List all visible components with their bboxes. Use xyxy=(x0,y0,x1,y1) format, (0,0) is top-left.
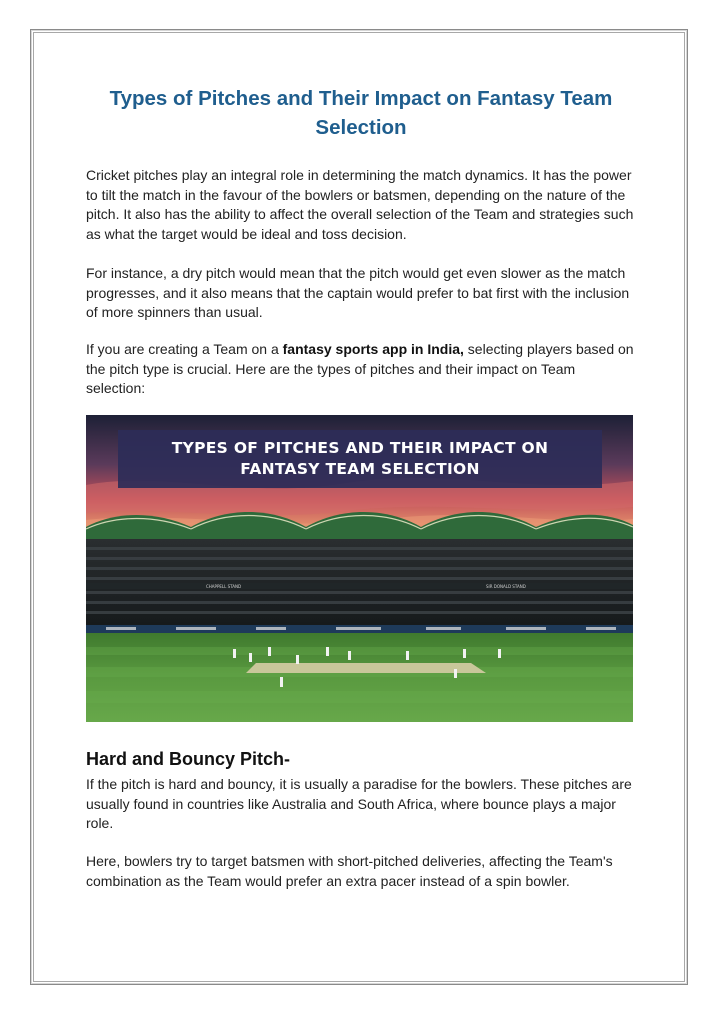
stand-sign-left: CHAPPELL STAND xyxy=(206,584,242,589)
app-paragraph xyxy=(86,340,634,399)
app-paragraph-before: If you are creating a Team on a xyxy=(86,341,283,357)
hard-pitch-paragraph-2: Here, bowlers try to target batsmen with short-pitched deliveries, affecting the Team's combination as the Team would prefer an extra pacer instead of a spin bowler. xyxy=(86,853,613,889)
board-logos xyxy=(106,627,616,630)
hero-banner xyxy=(118,430,602,488)
app-paragraph-after: selecting players based on the pitch type is crucial. Here are the types of pitches and their impact on Team selection: xyxy=(86,341,634,396)
stand-sign-band xyxy=(86,583,633,589)
document-content xyxy=(86,84,636,889)
dry-pitch-paragraph: For instance, a dry pitch would mean that the pitch would get even slower as the match progresses, and it also means that the captain would prefer to bat first with the inclusion of more spinners than usual. xyxy=(86,265,630,320)
app-paragraph-link-text: fantasy sports app in India, xyxy=(282,341,464,357)
document-title: Types of Pitches and Their Impact on Fantasy Team Selection xyxy=(109,87,613,139)
section-heading-hard-bouncy: Hard and Bouncy Pitch- xyxy=(86,749,291,769)
hero-banner-line-2: FANTASY TEAM SELECTION xyxy=(240,460,480,478)
pitch-strip xyxy=(246,663,486,673)
hero-image xyxy=(86,415,633,722)
hero-banner-line-1: TYPES OF PITCHES AND THEIR IMPACT ON xyxy=(171,439,549,457)
intro-paragraph: Cricket pitches play an integral role in determining the match dynamics. It has the power to tilt the match in the favour of the bowlers or batsmen, depending on the nature of the pitch. It also has the ability to affect the overall selection of the Team and strategies such as what the target would be ideal and toss decision. xyxy=(86,167,634,242)
hard-pitch-paragraph-1: If the pitch is hard and bouncy, it is usually a paradise for the bowlers. These pitches are usually found in countries like Australia and South Africa, where bounce plays a major role. xyxy=(86,776,632,831)
outfield xyxy=(86,633,633,722)
stand-sign-right: SIR DONALD STAND xyxy=(486,584,526,589)
